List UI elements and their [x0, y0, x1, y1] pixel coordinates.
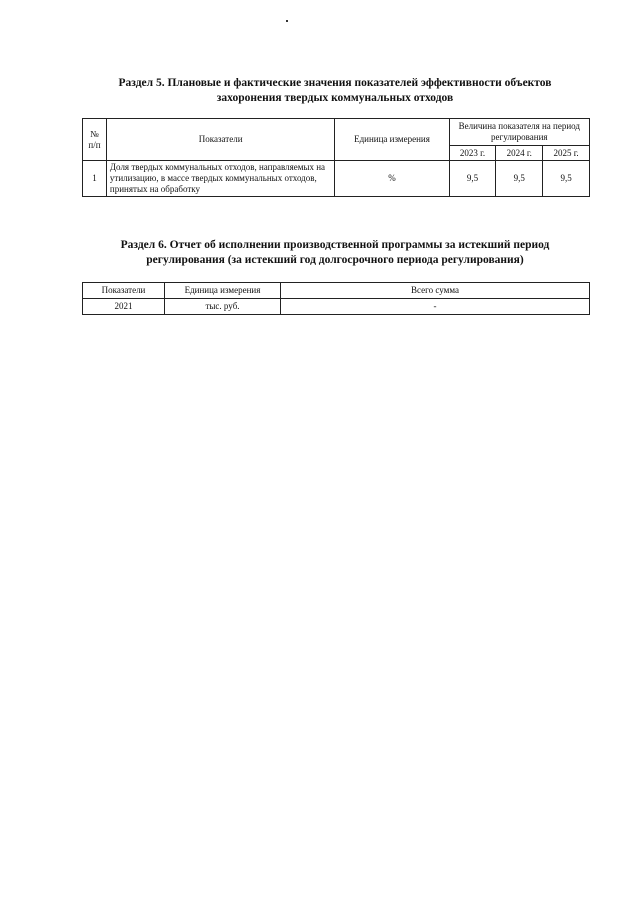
header-unit: Единица измерения [335, 119, 449, 161]
header-year: 2025 г. [543, 146, 590, 161]
table-row [83, 161, 590, 197]
header-indicators: Показатели [83, 283, 165, 299]
header-year: 2024 г. [496, 146, 543, 161]
table-row [83, 299, 590, 315]
table-header-row [83, 283, 590, 299]
table-header-row [83, 119, 590, 146]
row-num: 1 [83, 161, 107, 197]
row-value: 9,5 [496, 161, 543, 197]
section-5-table [82, 118, 590, 197]
header-unit: Единица измерения [165, 283, 281, 299]
row-indicator: 2021 [83, 299, 165, 315]
header-num: № п/п [83, 119, 107, 161]
section-6-title: Раздел 6. Отчет об исполнении производственной программы за истекший период регулирования (за истекший год долгосрочного периода регулирования) [120, 239, 550, 266]
row-unit: тыс. руб. [165, 299, 281, 315]
row-total: - [281, 299, 590, 315]
scan-mark [286, 20, 288, 22]
section-5-title: Раздел 5. Плановые и фактические значения показателей эффективности объектов захоронения твердых коммунальных отходов [118, 77, 552, 104]
header-total: Всего сумма [281, 283, 590, 299]
row-value: 9,5 [449, 161, 496, 197]
header-period: Величина показателя на период регулирования [449, 119, 589, 146]
section-6-table [82, 282, 590, 315]
row-unit: % [335, 161, 449, 197]
row-indicator: Доля твердых коммунальных отходов, направляемых на утилизацию, в массе твердых коммунальных отходов, принятых на обработку [106, 161, 334, 197]
header-indicators: Показатели [106, 119, 334, 161]
header-year: 2023 г. [449, 146, 496, 161]
row-value: 9,5 [543, 161, 590, 197]
